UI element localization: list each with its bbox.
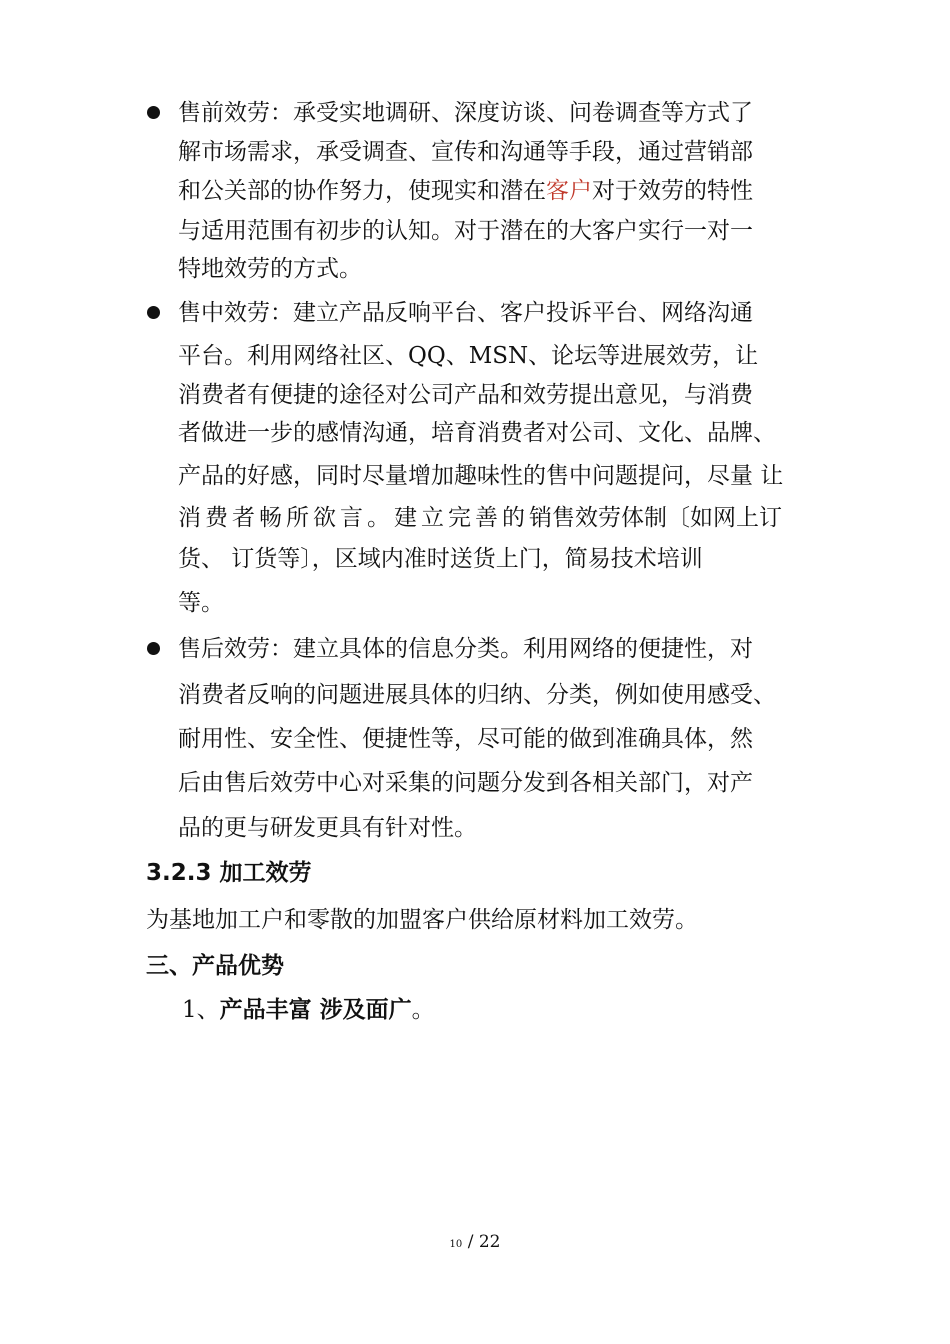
insale-text: 消费者有便捷的途径对公司产品和效劳提出意见: [178, 382, 661, 408]
bullet-icon: [147, 106, 160, 119]
insale-text: 。利用网络社区、QQ、MSN、论坛等进展效劳，: [224, 343, 736, 369]
presale-text: 和公关部的协作努力，使现实和潜在: [178, 178, 546, 204]
page-footer: [0, 1232, 950, 1252]
insale-text: 消费者畅所欲言。建立完善的: [178, 505, 529, 531]
insale-line-1: [178, 298, 753, 328]
chapter-heading: 三、产品优势: [146, 953, 284, 979]
insale-text: 平台: [178, 343, 224, 369]
page-total: / 22: [467, 1232, 501, 1252]
list-item: [182, 995, 435, 1025]
insale-line-7: 货、 订货等〕，区域内准时送货上门，简易技术培训: [178, 546, 703, 572]
insale-text: 让: [735, 343, 759, 369]
section-heading: 3.2.3 加工效劳: [146, 860, 312, 886]
list-item-text: 产品丰富 涉及面广: [219, 997, 412, 1023]
aftersale-line-1: 售后效劳：建立具体的信息分类。利用网络的便捷性，对: [178, 636, 753, 662]
insale-text: ，与消费: [661, 382, 753, 408]
list-item-text: 。: [411, 997, 435, 1023]
insale-line-4: 者做进一步的感情沟通，培育消费者对公司、文化、品牌、: [178, 420, 776, 446]
insale-line-8: 等。: [178, 590, 224, 616]
presale-line-2: [178, 137, 753, 167]
presale-line-1: [178, 98, 753, 128]
presale-line-3: [178, 176, 753, 206]
customer-link[interactable]: 客户: [546, 178, 592, 204]
presale-text: 对于效劳的特性: [592, 178, 753, 204]
page-number: 10: [449, 1239, 463, 1250]
insale-line-6: [178, 503, 782, 533]
presale-line-4: [178, 216, 753, 246]
list-item-number: 1、: [182, 997, 220, 1023]
aftersale-line-3: 耐用性、安全性、便捷性等，尽可能的做到准确具体，然: [178, 726, 753, 752]
bullet-icon: [147, 306, 160, 319]
insale-text: 效劳体制〔如网上订: [575, 505, 782, 531]
aftersale-line-4: 后由售后效劳中心对采集的问题分发到各相关部门，对产: [178, 770, 753, 796]
insale-line-5: 产品的好感，同时尽量增加趣味性的售中问题提问，尽量 让: [178, 463, 784, 489]
insale-label: 售中效劳：: [178, 300, 293, 326]
aftersale-line-5: 品的更与研发更具有针对性。: [178, 815, 477, 841]
presale-line-5: 特地效劳的方式。: [178, 256, 362, 282]
insale-text: 建立产品反响平台、客户投诉平台、网络沟通: [293, 300, 753, 326]
presale-text: ，承受调查、宣传和沟通等手段，通过营销部: [293, 139, 753, 165]
insale-line-3: [178, 380, 753, 410]
insale-line-2: [178, 341, 758, 371]
presale-text: 对于潜在的大客户实行一对一: [454, 218, 753, 244]
presale-text: 承受实地调研、深度访谈、问卷调查等方式了: [293, 100, 753, 126]
bullet-icon: [147, 642, 160, 655]
aftersale-line-2: 消费者反响的问题进展具体的归纳、分类，例如使用感受、: [178, 682, 776, 708]
presale-text: 与适用范围有初步的认知。: [178, 218, 454, 244]
section-body: 为基地加工户和零散的加盟客户供给原材料加工效劳。: [146, 907, 698, 933]
presale-label: 售前效劳：: [178, 100, 293, 126]
presale-text: 解市场需求: [178, 139, 293, 165]
insale-text: 销售: [529, 505, 575, 531]
